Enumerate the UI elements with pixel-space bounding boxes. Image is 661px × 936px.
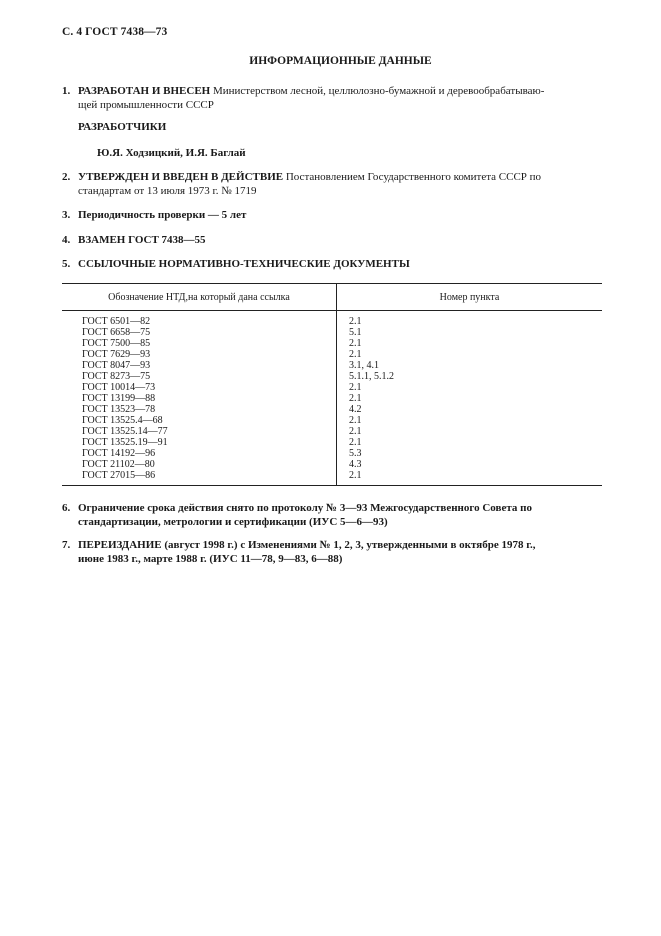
ntd-designation-cell: ГОСТ 6501—82: [62, 311, 337, 328]
ntd-designation-cell: ГОСТ 21102—80: [62, 459, 337, 470]
section-6-number: 6.: [62, 502, 71, 514]
clause-number-cell: 2.1: [349, 426, 362, 437]
ntd-designation-cell: ГОСТ 13525.4—68: [62, 415, 337, 426]
section-5-number: 5.: [62, 258, 71, 270]
table-row: [62, 371, 602, 382]
section-6-text-1: Ограничение срока действия снято по протоколу № 3—93 Межгосударственного Совета по: [78, 502, 532, 514]
section-4-number: 4.: [62, 234, 71, 246]
section-4: [62, 233, 602, 247]
section-1-text-1: Министерством лесной, целлюлозно-бумажной и деревообрабатываю-: [212, 85, 545, 97]
references-table-bottom-rule: [62, 486, 602, 487]
section-4-text: ВЗАМЕН ГОСТ 7438—55: [78, 234, 206, 246]
ntd-designation-cell: ГОСТ 13523—78: [62, 404, 337, 415]
section-7-line-1: [62, 538, 602, 552]
ntd-designation-cell: ГОСТ 10014—73: [62, 382, 337, 393]
section-1-text-2: щей промышленности СССР: [78, 99, 214, 111]
table-row: [62, 404, 602, 415]
table-row: [62, 426, 602, 437]
clause-number-cell: 2.1: [349, 382, 362, 393]
references-table-header-row: [62, 284, 602, 311]
table-row: [62, 470, 602, 486]
section-2-text-2: стандартам от 13 июля 1973 г. № 1719: [78, 185, 257, 197]
section-1-heading: РАЗРАБОТАН И ВНЕСЕН: [78, 85, 211, 97]
table-row: [62, 338, 602, 349]
references-col-ntd-header: Обозначение НТД,на который дана ссылка: [62, 284, 337, 311]
document-title: ИНФОРМАЦИОННЫЕ ДАННЫЕ: [249, 55, 432, 67]
clause-number-cell: 3.1, 4.1: [349, 360, 379, 371]
developers-heading: РАЗРАБОТЧИКИ: [78, 121, 167, 133]
clause-number-cell: 2.1: [349, 470, 362, 481]
clause-number-cell: 2.1: [349, 437, 362, 448]
ntd-designation-cell: ГОСТ 8273—75: [62, 371, 337, 382]
ntd-designation-cell: ГОСТ 6658—75: [62, 327, 337, 338]
section-7: [62, 538, 602, 566]
ntd-designation-cell: ГОСТ 13525.14—77: [62, 426, 337, 437]
section-6-line-1: [62, 501, 602, 515]
table-row: [62, 393, 602, 404]
section-1-line-1: [62, 84, 602, 98]
ntd-designation-cell: ГОСТ 14192—96: [62, 448, 337, 459]
clause-number-cell: 2.1: [349, 415, 362, 426]
table-row: [62, 459, 602, 470]
section-2-number: 2.: [62, 171, 71, 183]
clause-number-cell: 5.3: [349, 448, 362, 459]
section-2-heading: УТВЕРЖДЕН И ВВЕДЕН В ДЕЙСТВИЕ: [78, 171, 284, 183]
clause-number-cell: 2.1: [349, 338, 362, 349]
section-3: [62, 208, 602, 222]
ntd-designation-cell: ГОСТ 13199—88: [62, 393, 337, 404]
section-1: [62, 84, 602, 112]
ntd-designation-cell: ГОСТ 7629—93: [62, 349, 337, 360]
section-2-line-1: [62, 170, 602, 184]
section-2: [62, 170, 602, 198]
table-row: [62, 311, 602, 328]
references-table: [62, 283, 602, 486]
clause-number-cell: 5.1: [349, 327, 362, 338]
section-2-text-1: Постановлением Государственного комитета СССР по: [285, 171, 542, 183]
section-5-text: ССЫЛОЧНЫЕ НОРМАТИВНО-ТЕХНИЧЕСКИЕ ДОКУМЕНТЫ: [78, 258, 410, 270]
references-col-clause-header: Номер пункта: [337, 284, 603, 311]
ntd-designation-cell: ГОСТ 13525.19—91: [62, 437, 337, 448]
bottom-rule-cell: [62, 486, 337, 487]
table-row: [62, 349, 602, 360]
table-row: [62, 415, 602, 426]
section-3-number: 3.: [62, 209, 71, 221]
section-6-text-2: стандартизации, метрологии и сертификации (ИУС 5—6—93): [78, 516, 388, 528]
table-row: [62, 327, 602, 338]
references-table-body: [62, 311, 602, 487]
clause-number-cell: 4.3: [349, 459, 362, 470]
clause-number-cell: 5.1.1, 5.1.2: [349, 371, 394, 382]
section-3-text: Периодичность проверки — 5 лет: [78, 209, 247, 221]
bottom-rule-cell: [337, 486, 603, 487]
section-1-number: 1.: [62, 85, 71, 97]
ntd-designation-cell: ГОСТ 27015—86: [62, 470, 337, 486]
section-6: [62, 501, 602, 529]
section-7-number: 7.: [62, 539, 71, 551]
section-5: [62, 257, 602, 271]
page-header: С. 4 ГОСТ 7438—73: [62, 26, 168, 38]
table-row: [62, 448, 602, 459]
ntd-designation-cell: ГОСТ 7500—85: [62, 338, 337, 349]
table-row: [62, 360, 602, 371]
clause-number-cell: 2.1: [349, 349, 362, 360]
table-row: [62, 382, 602, 393]
clause-number-cell: 2.1: [349, 316, 362, 327]
section-7-text-2: июне 1983 г., марте 1988 г. (ИУС 11—78, 9—83, 6—88): [78, 553, 343, 565]
section-7-text-1: ПЕРЕИЗДАНИЕ (август 1998 г.) с Изменениями № 1, 2, 3, утвержденными в октябре 1978 г.,: [78, 539, 536, 551]
clause-number-cell: 2.1: [349, 393, 362, 404]
ntd-designation-cell: ГОСТ 8047—93: [62, 360, 337, 371]
clause-number-cell: 4.2: [349, 404, 362, 415]
table-row: [62, 437, 602, 448]
developers-names: Ю.Я. Ходзицкий, И.Я. Баглай: [97, 147, 246, 159]
